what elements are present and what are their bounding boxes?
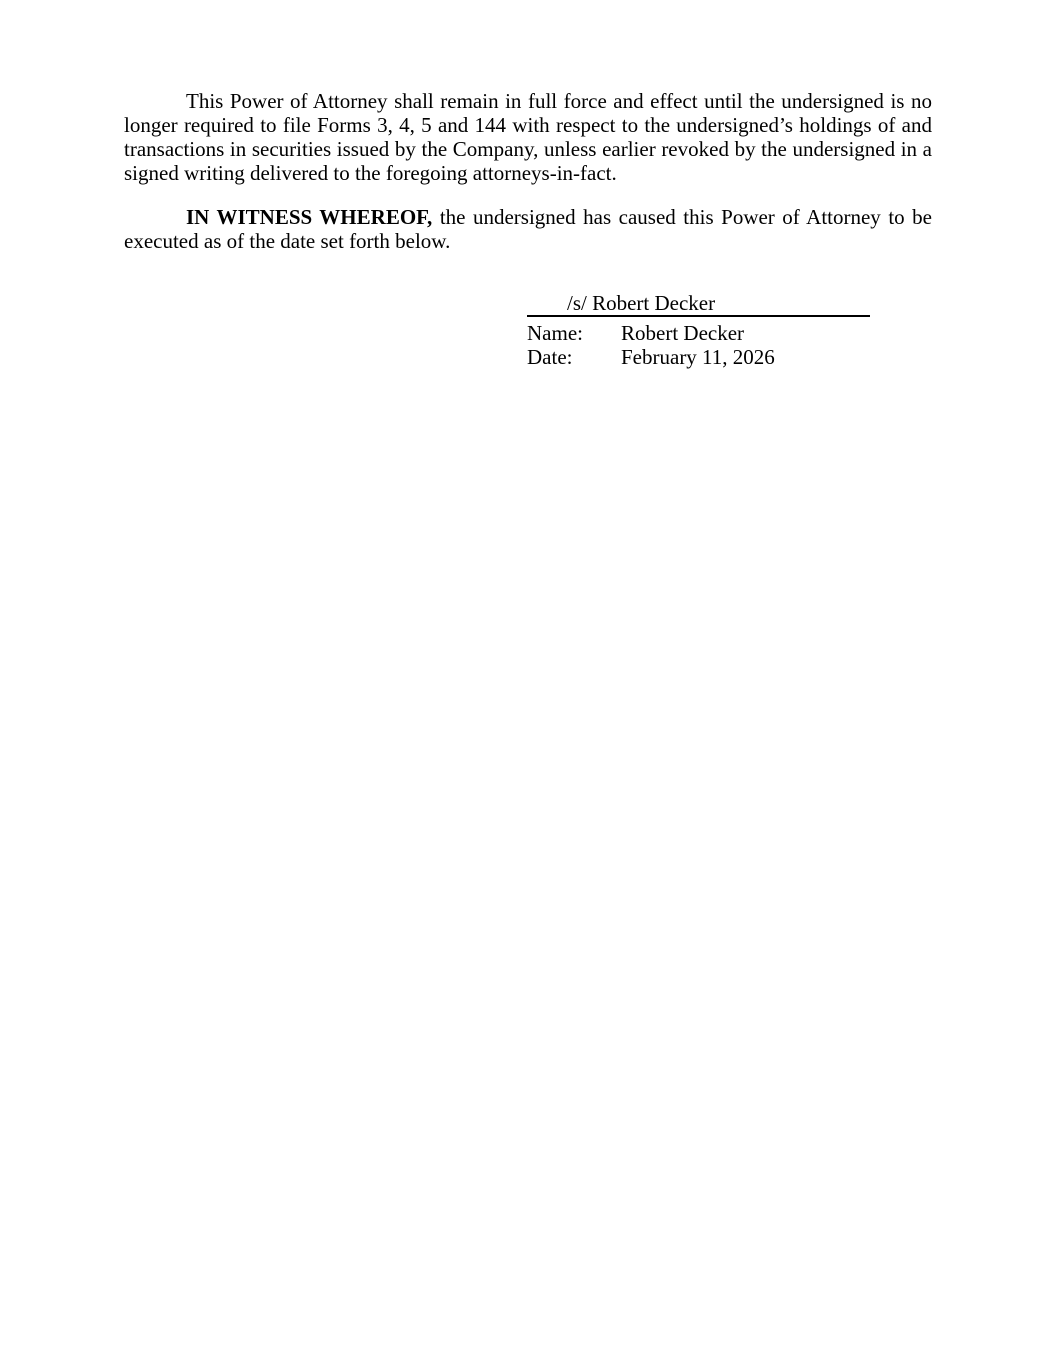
signature-text: /s/ Robert Decker bbox=[567, 291, 716, 315]
date-label: Date: bbox=[527, 345, 573, 369]
witness-whereof-bold-text: IN WITNESS WHEREOF, bbox=[186, 205, 433, 229]
signature-date-row bbox=[527, 345, 870, 369]
paragraph-effect-clause: This Power of Attorney shall remain in full force and effect until the undersigned is no longer required to file Forms 3, 4, 5 and 144 with respect to the undersigned’s holdings of and transactions in securities issued by the Company, unless earlier revoked by the undersigned in a signed writing delivered to the foregoing attorneys-in-fact. bbox=[124, 89, 932, 185]
name-label: Name: bbox=[527, 321, 583, 345]
witness-whereof-rest-text: the undersigned has caused this Power of Attorney to be executed as of the date set forth below. bbox=[124, 205, 932, 253]
signature-detail-rows bbox=[527, 321, 870, 369]
paragraph-witness-clause bbox=[124, 205, 932, 253]
signature-block bbox=[527, 291, 870, 369]
signature-line bbox=[527, 291, 870, 317]
signature-name-row bbox=[527, 321, 870, 345]
name-value: Robert Decker bbox=[621, 321, 745, 345]
date-value: February 11, 2026 bbox=[621, 345, 775, 369]
